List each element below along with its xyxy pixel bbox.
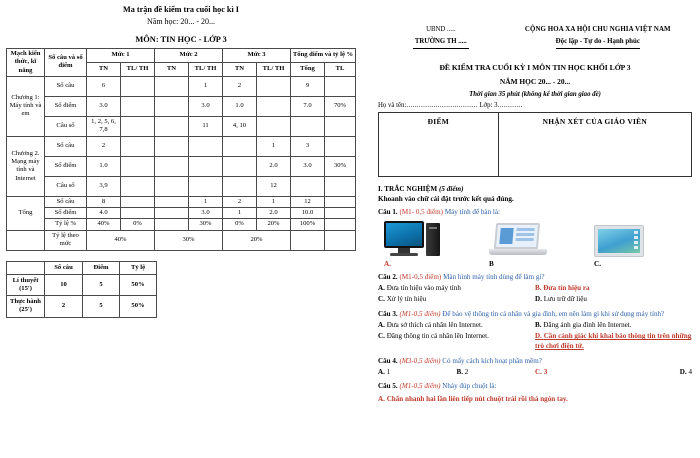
summary-cell-tyle: 50%	[120, 296, 157, 317]
question-5	[378, 381, 692, 391]
matrix-cell: 3,9	[87, 176, 121, 196]
summary-col-tyle: Tỷ lệ	[120, 261, 157, 274]
matrix-col-level2: Mức 2	[155, 49, 223, 63]
q3-opt-a-text: Đưa sở thích cá nhân lên Internet.	[386, 320, 483, 329]
matrix-line-label: Số câu	[45, 136, 87, 156]
student-name-blank[interactable]: ..................................	[406, 102, 478, 110]
matrix-cell: 3.0	[291, 156, 325, 176]
q3-opt-b-text: Đăng ảnh gia đình lên Internet.	[543, 320, 632, 329]
matrix-cell: 1	[189, 196, 223, 207]
question-3-option-b[interactable]	[535, 320, 692, 330]
q3-opt-a-key: A.	[378, 320, 385, 329]
q5-opt-a-text: Chấn nhanh hai lần liên tiếp nút chuột trái rồi thả ngón tay.	[386, 394, 568, 403]
q5-opt-a-key: A.	[378, 394, 385, 403]
q2-opt-b-text: Đưa tín hiệu ra	[543, 284, 590, 293]
matrix-cell: 1	[223, 208, 257, 219]
matrix-cell	[155, 156, 189, 176]
exam-org-block	[378, 14, 504, 49]
question-2-option-a[interactable]	[378, 283, 535, 293]
matrix-cell	[155, 96, 189, 116]
question-1	[378, 207, 692, 217]
matrix-cell	[325, 208, 356, 219]
matrix-row	[7, 116, 356, 136]
q4-opt-b-text: 2	[464, 367, 469, 376]
exam-org-line2: TRƯỜNG TH .....	[413, 36, 469, 50]
summary-table	[6, 261, 157, 318]
question-2-option-b[interactable]	[535, 283, 692, 293]
matrix-header-row-1	[7, 49, 356, 63]
laptop-icon	[489, 223, 547, 259]
matrix-cell: 1.0	[223, 96, 257, 116]
matrix-cell: 7.0	[291, 96, 325, 116]
matrix-cell: 2	[223, 76, 257, 96]
q4-opt-d-text: 4	[688, 367, 692, 376]
matrix-rate-blank3	[325, 230, 356, 250]
matrix-rate-row	[7, 230, 356, 250]
question-4-code: (M3-0,5 điểm)	[399, 356, 441, 365]
matrix-chapter-label: Chương 1: Máy tính và em	[7, 76, 45, 136]
matrix-sub-tl: TL	[325, 62, 356, 76]
q2-opt-b-key: B.	[535, 284, 542, 293]
matrix-col-knowledge: Mạch kiến thức, kĩ năng	[7, 49, 45, 77]
matrix-cell	[121, 196, 155, 207]
question-5-text: Nháy đúp chuột là:	[442, 382, 497, 391]
matrix-cell	[121, 76, 155, 96]
matrix-line-label: Câu số	[45, 116, 87, 136]
question-3	[378, 309, 692, 319]
matrix-sub-tong: Tổng	[291, 62, 325, 76]
q2-opt-a-text: Đưa tín hiệu vào máy tính	[386, 284, 461, 293]
matrix-cell	[121, 116, 155, 136]
matrix-cell	[189, 176, 223, 196]
option-a-label: A.	[384, 259, 391, 268]
question-2-text: Màn hình máy tính dùng để làm gì?	[443, 272, 545, 281]
question-3-code: (M1-0,5 điểm)	[399, 309, 441, 318]
question-1-options	[378, 221, 692, 268]
q4-opt-a-text: 1	[386, 367, 391, 376]
matrix-cell	[325, 176, 356, 196]
matrix-cell: 70%	[325, 96, 356, 116]
student-info-line	[378, 102, 692, 109]
matrix-cell	[155, 136, 189, 156]
q2-opt-a-key: A.	[378, 284, 385, 293]
summary-col-socau: Số câu	[45, 261, 83, 274]
question-4-option-d[interactable]	[614, 367, 693, 377]
score-cell[interactable]: ĐIỂM	[379, 113, 499, 177]
matrix-cell: 3	[291, 136, 325, 156]
matrix-col-count: Số câu và số điểm	[45, 49, 87, 77]
tablet-icon	[594, 223, 644, 259]
question-5-option-a[interactable]	[378, 394, 692, 404]
matrix-cell	[189, 136, 223, 156]
question-4	[378, 356, 692, 366]
summary-col-diem: Điểm	[83, 261, 120, 274]
matrix-cell: 2	[223, 196, 257, 207]
matrix-cell: 6	[87, 76, 121, 96]
q4-opt-a-key: A.	[378, 367, 385, 376]
matrix-cell: 3.0	[87, 96, 121, 116]
option-a-cell[interactable]	[384, 221, 476, 268]
question-3-text: Để bảo vệ thông tin cá nhân và gia đình, em nên làm gì khi sử dụng máy tính?	[442, 309, 665, 318]
matrix-line-label: Số câu	[45, 76, 87, 96]
section-points: (5 điểm)	[438, 185, 464, 194]
question-4-text: Có mấy cách kích hoạt phần mềm?	[442, 356, 542, 365]
matrix-rate-m2: 30%	[155, 230, 223, 250]
section-instruction: Khoanh vào chữ cái đặt trước kết quả đúng.	[378, 195, 514, 204]
matrix-cell	[155, 116, 189, 136]
question-2-option-c[interactable]	[378, 294, 535, 304]
matrix-rate-m3: 20%	[223, 230, 291, 250]
exam-nation-line2: Độc lập - Tự do - Hạnh phúc	[556, 36, 640, 50]
question-1-number: Câu 1.	[378, 208, 398, 217]
matrix-cell: 40%	[87, 219, 121, 230]
matrix-cell	[121, 176, 155, 196]
summary-row-label: Thực hành (25')	[7, 296, 45, 317]
comment-cell[interactable]: NHẬN XÉT CỦA GIÁO VIÊN	[498, 113, 691, 177]
q2-opt-c-text: Xử lý tín hiệu	[386, 295, 427, 304]
matrix-cell	[121, 208, 155, 219]
matrix-row	[7, 219, 356, 230]
question-3-options-row2	[378, 331, 692, 352]
matrix-line-label: Số câu	[45, 196, 87, 207]
matrix-line-label: Câu số	[45, 176, 87, 196]
matrix-cell	[325, 196, 356, 207]
matrix-col-level3: Mức 3	[223, 49, 291, 63]
matrix-cell: 0%	[223, 219, 257, 230]
matrix-row	[7, 96, 356, 116]
q4-opt-c-text: 3	[543, 367, 548, 376]
q2-opt-c-key: C.	[378, 295, 385, 304]
option-c-label: C.	[594, 259, 601, 268]
desktop-pc-icon	[384, 221, 444, 259]
matrix-cell: 2.0	[257, 156, 291, 176]
exam-title: ĐỀ KIỂM TRA CUỐI KỲ I MÔN TIN HỌC KHỐI LỚP 3	[439, 63, 631, 73]
question-3-option-d[interactable]	[535, 331, 692, 352]
matrix-cell	[257, 96, 291, 116]
matrix-sub-m2-tlth: TL/ TH	[189, 62, 223, 76]
matrix-cell: 12	[291, 196, 325, 207]
q4-opt-d-key: D.	[679, 367, 687, 376]
question-4-option-a[interactable]	[378, 367, 457, 377]
q2-opt-d-key: D.	[535, 295, 542, 304]
summary-cell-tyle: 50%	[120, 274, 157, 295]
matrix-row	[7, 136, 356, 156]
exam-duration: Thời gian 35 phút (không kể thời gian giao đề)	[469, 91, 601, 99]
matrix-cell: 2.0	[257, 208, 291, 219]
exam-panel	[370, 0, 700, 458]
matrix-cell: 4.0	[87, 208, 121, 219]
summary-header-row	[7, 261, 157, 274]
matrix-row	[7, 76, 356, 96]
matrix-cell	[223, 156, 257, 176]
matrix-cell	[155, 196, 189, 207]
question-4-options	[378, 367, 692, 377]
q2-opt-d-text: Lưu trữ dữ liệu	[543, 295, 587, 304]
matrix-cell	[121, 96, 155, 116]
matrix-cell	[155, 219, 189, 230]
matrix-rate-m1: 40%	[87, 230, 155, 250]
summary-row	[7, 274, 157, 295]
matrix-cell: 1	[189, 76, 223, 96]
q4-opt-b-key: B.	[456, 367, 464, 376]
question-3-option-c[interactable]	[378, 331, 535, 352]
matrix-cell: 0%	[121, 219, 155, 230]
matrix-cell	[325, 76, 356, 96]
exam-header	[378, 14, 692, 49]
summary-cell-socau: 10	[45, 274, 83, 295]
question-1-code: (M1- 0,5 điểm)	[399, 208, 444, 217]
option-c-cell[interactable]	[594, 223, 686, 268]
q3-opt-b-key: B.	[535, 320, 542, 329]
question-2	[378, 272, 692, 282]
matrix-line-label: Số điểm	[45, 156, 87, 176]
matrix-rate-blank2	[291, 230, 325, 250]
matrix-rate-blank	[7, 230, 45, 250]
question-2-number: Câu 2.	[378, 272, 398, 281]
student-name-label: Họ và tên:	[378, 102, 407, 110]
matrix-cell	[121, 136, 155, 156]
matrix-cell: 1	[257, 196, 291, 207]
matrix-cell	[189, 156, 223, 176]
matrix-sub-m1-tlth: TL/ TH	[121, 62, 155, 76]
matrix-cell	[155, 176, 189, 196]
matrix-sub-m3-tn: TN	[223, 62, 257, 76]
matrix-title: Ma trận đề kiểm tra cuối học kì I	[123, 5, 239, 14]
matrix-line-label: Số điểm	[45, 96, 87, 116]
q3-opt-d-text: Cần cảnh giác khi khai báo thông tin trên những trò chơi điện tử.	[535, 332, 692, 351]
matrix-row	[7, 196, 356, 207]
matrix-cell	[291, 116, 325, 136]
matrix-cell: 11	[189, 116, 223, 136]
matrix-sub-m1-tn: TN	[87, 62, 121, 76]
matrix-line-label: Tỷ lệ %	[45, 219, 87, 230]
question-2-options-row2	[378, 294, 692, 304]
option-b-cell[interactable]	[489, 223, 581, 268]
matrix-cell	[155, 208, 189, 219]
question-1-text: Máy tính để bàn là:	[444, 208, 500, 217]
student-class-blank[interactable]: ............	[497, 102, 523, 110]
matrix-chapter-label: Chương 2. Mạng máy tính và Internet	[7, 136, 45, 196]
matrix-cell: 8	[87, 196, 121, 207]
matrix-cell	[325, 136, 356, 156]
matrix-cell	[325, 116, 356, 136]
question-3-number: Câu 3.	[378, 309, 398, 318]
matrix-cell	[223, 176, 257, 196]
option-b-label: B	[489, 259, 494, 268]
matrix-rate-label: Tỷ lệ theo mức	[45, 230, 87, 250]
matrix-cell: 1.0	[87, 156, 121, 176]
matrix-cell	[155, 76, 189, 96]
question-4-option-c[interactable]	[535, 367, 614, 377]
matrix-subject: MÔN: TIN HỌC - LỚP 3	[135, 35, 227, 45]
summary-col-blank	[7, 261, 45, 274]
matrix-cell: 1, 2, 5, 6, 7,8	[87, 116, 121, 136]
matrix-cell: 1	[257, 136, 291, 156]
exam-school-year: NĂM HỌC 20... - 20...	[499, 77, 571, 87]
question-2-option-d[interactable]	[535, 294, 692, 304]
question-5-code: (M1-0,5 điểm)	[399, 382, 441, 391]
matrix-cell: 10.0	[291, 208, 325, 219]
matrix-line-label: Số điểm	[45, 208, 87, 219]
matrix-cell: 9	[291, 76, 325, 96]
matrix-row	[7, 156, 356, 176]
question-4-number: Câu 4.	[378, 356, 398, 365]
question-3-option-a[interactable]	[378, 320, 535, 330]
matrix-cell	[257, 76, 291, 96]
matrix-chapter-label: Tổng	[7, 196, 45, 230]
exam-nation-block	[504, 14, 692, 49]
matrix-cell: 4, 10	[223, 116, 257, 136]
matrix-cell	[291, 176, 325, 196]
matrix-cell: 100%	[291, 219, 325, 230]
section-label: I. TRẮC NGHIỆM	[378, 185, 438, 194]
score-comment-box	[378, 112, 692, 177]
matrix-cell	[223, 136, 257, 156]
summary-cell-socau: 2	[45, 296, 83, 317]
q3-opt-d-key: D.	[535, 332, 542, 341]
matrix-cell	[257, 116, 291, 136]
matrix-cell: 2	[87, 136, 121, 156]
q4-opt-c-key: C.	[535, 367, 542, 376]
matrix-sub-m3-tlth: TL/ TH	[257, 62, 291, 76]
matrix-cell: 3.0	[189, 96, 223, 116]
question-2-code: (M1-0,5 điểm)	[399, 272, 442, 281]
question-5-number: Câu 5.	[378, 382, 398, 391]
matrix-sub-m2-tn: TN	[155, 62, 189, 76]
matrix-row	[7, 208, 356, 219]
matrix-col-level1: Mức 1	[87, 49, 155, 63]
matrix-row	[7, 176, 356, 196]
matrix-cell: 3.0	[189, 208, 223, 219]
summary-row-label: Lí thuyết (15')	[7, 274, 45, 295]
matrix-cell: 30%	[189, 219, 223, 230]
student-class-label: Lớp: 3	[479, 102, 498, 110]
exam-nation-line1: CỘNG HOA XA HỘI CHU NGHIA VIỆT NAM	[524, 26, 671, 33]
matrix-school-year: Năm học: 20... - 20...	[147, 17, 215, 27]
summary-cell-diem: 5	[83, 274, 120, 295]
matrix-cell: 12	[257, 176, 291, 196]
question-3-options-row1	[378, 320, 692, 330]
section-heading	[378, 185, 692, 193]
summary-row	[7, 296, 157, 317]
q3-opt-c-text: Đăng thông tin cá nhân lên Internet.	[386, 332, 489, 341]
matrix-cell: 20%	[257, 219, 291, 230]
matrix-cell	[121, 156, 155, 176]
matrix-cell	[325, 219, 356, 230]
q3-opt-c-key: C.	[378, 332, 385, 341]
question-2-options-row1	[378, 283, 692, 293]
matrix-cell: 30%	[325, 156, 356, 176]
matrix-col-total: Tổng điểm và tỷ lệ %	[291, 49, 356, 63]
question-4-option-b[interactable]	[457, 367, 536, 377]
summary-cell-diem: 5	[83, 296, 120, 317]
matrix-table	[6, 48, 356, 250]
exam-org-line1: UBND .....	[426, 26, 456, 33]
